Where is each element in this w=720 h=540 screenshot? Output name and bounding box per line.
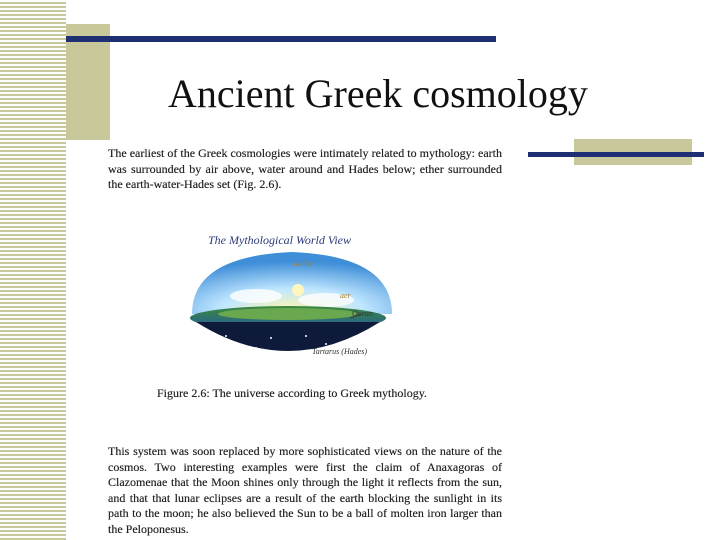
striped-border bbox=[0, 0, 66, 540]
slide-title: Ancient Greek cosmology bbox=[168, 71, 588, 116]
paragraph-mythology: The earliest of the Greek cosmologies were intimately related to mythology: earth was surrounded by air above, water around and Hades below; ether surrounded the earth-water-Hades set (Fig. 2.6). bbox=[108, 146, 502, 191]
paragraph-anaxagoras: This system was soon replaced by more sophisticated views on the nature of the cosmos. Two interesting examples were first the claim of Anaxagoras of Clazomenae that the Moon shines only through the light it reflects from the sun, and that that lunar eclipses are a result of the earth blocking the sunlight in its path to the moon; he also believed the Sun to be a ball of molten iron larger than the Peloponesus. bbox=[108, 444, 502, 536]
figure-caption: Figure 2.6: The universe according to Greek mythology. bbox=[157, 386, 427, 400]
title-rule bbox=[66, 36, 496, 42]
right-rule bbox=[528, 152, 704, 157]
label-aither: aither bbox=[294, 259, 314, 268]
label-ocean: Ocean bbox=[352, 309, 373, 318]
label-aer: aer bbox=[340, 291, 351, 300]
mythological-world-figure bbox=[186, 226, 398, 374]
figure-heading: The Mythological World View bbox=[208, 233, 351, 247]
label-tartarus: Tartarus (Hades) bbox=[312, 347, 368, 356]
